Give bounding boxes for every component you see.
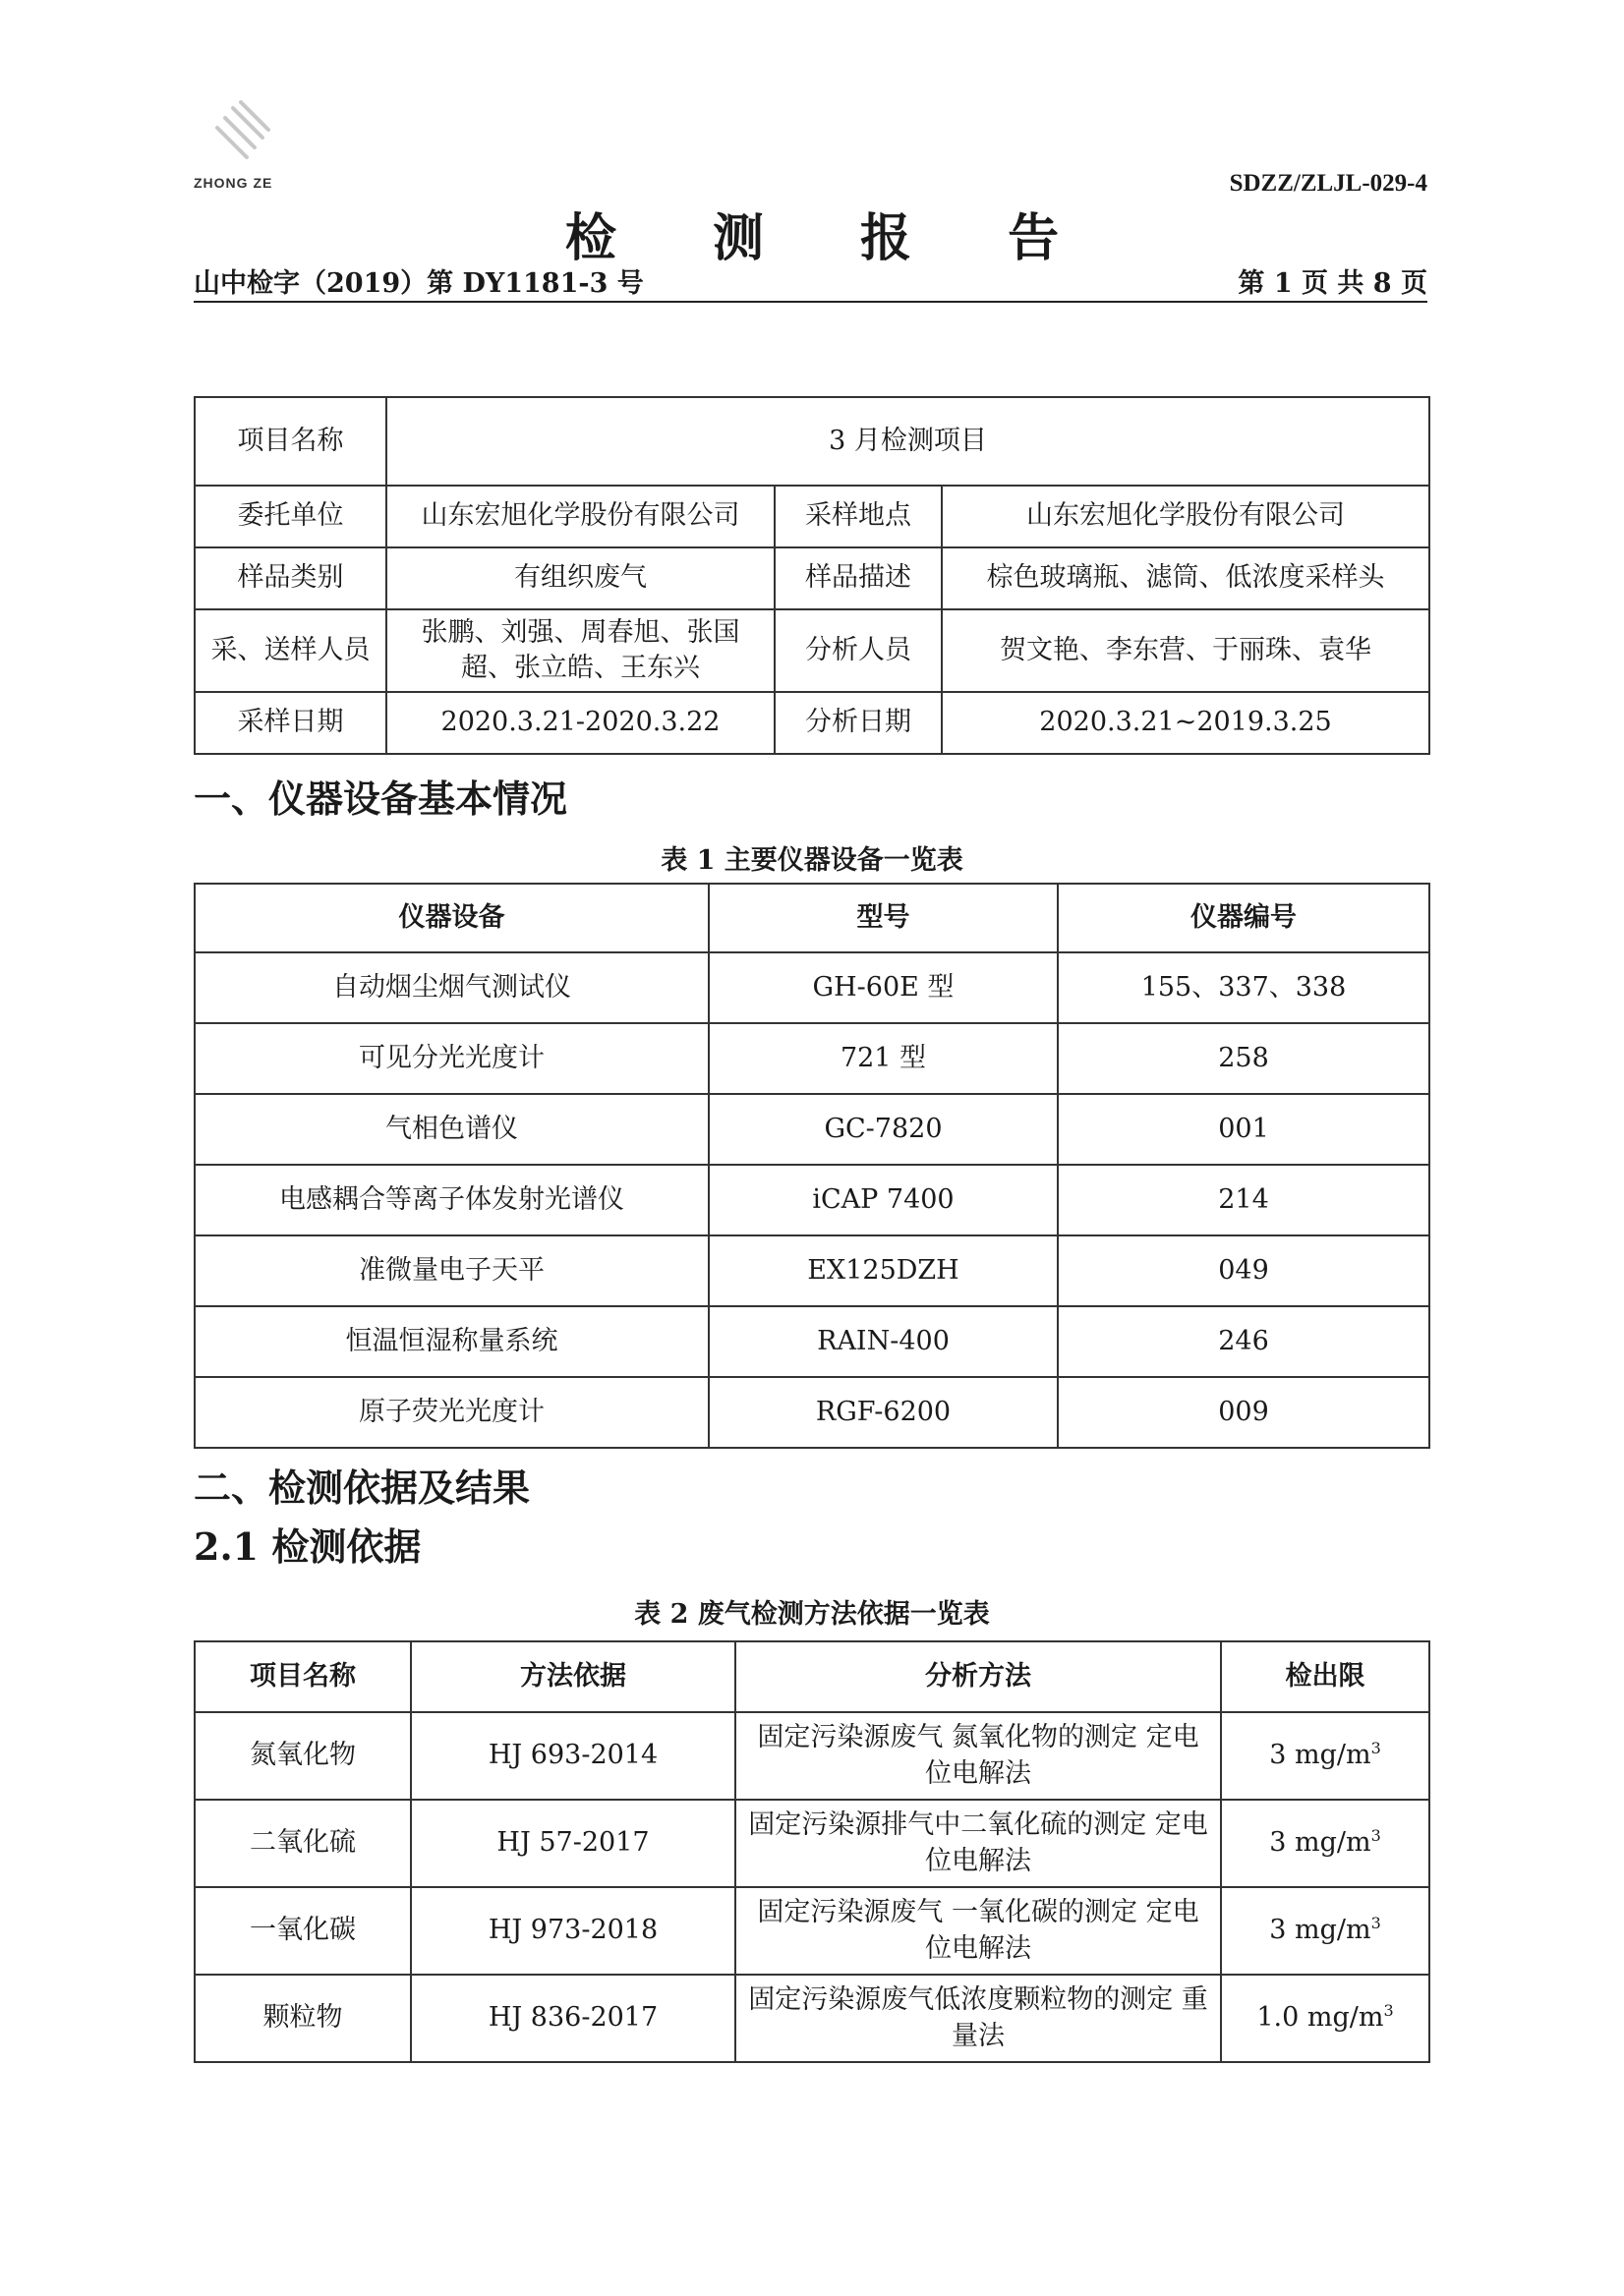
table-row: [195, 1306, 1429, 1377]
equipment-model: RGF-6200: [709, 1377, 1058, 1448]
client-value: 山东宏旭化学股份有限公司: [386, 486, 775, 547]
table-row: [195, 1887, 1429, 1975]
equipment-id: 214: [1058, 1165, 1429, 1235]
table-row: [195, 1235, 1429, 1306]
detection-limit-value: 3 mg/m: [1269, 1827, 1371, 1859]
sampling-date-label: 采样日期: [195, 692, 386, 754]
table-1-caption: 表 1 主要仪器设备一览表: [661, 845, 963, 876]
method-basis: HJ 973-2018: [411, 1887, 735, 1975]
equipment-id: 001: [1058, 1094, 1429, 1165]
equipment-id: 258: [1058, 1023, 1429, 1094]
table-row: [195, 1800, 1429, 1887]
analysis-date-label: 分析日期: [775, 692, 942, 754]
method-analysis: 固定污染源废气低浓度颗粒物的测定 重量法: [735, 1975, 1221, 2062]
table-row: [195, 952, 1429, 1023]
equipment-model: EX125DZH: [709, 1235, 1058, 1306]
equipment-table: [194, 883, 1430, 1449]
document-code: SDZZ/ZLJL-029-4: [1229, 170, 1427, 197]
equipment-model: iCAP 7400: [709, 1165, 1058, 1235]
table-row: [195, 1975, 1429, 2062]
detection-limit-exponent: 3: [1370, 1914, 1381, 1933]
method-header-item: 项目名称: [195, 1641, 411, 1712]
sampler-value: 张鹏、刘强、周春旭、张国超、张立皓、王东兴: [386, 609, 775, 692]
sample-description-label: 样品描述: [775, 547, 942, 609]
method-analysis: 固定污染源排气中二氧化硫的测定 定电位电解法: [735, 1800, 1221, 1887]
logo-stripes-icon: [203, 98, 292, 167]
equipment-model: RAIN-400: [709, 1306, 1058, 1377]
detection-limit: [1221, 1800, 1429, 1887]
section-2-1-heading: 2.1 检测依据: [194, 1524, 422, 1569]
detection-limit-exponent: 3: [1370, 1739, 1381, 1758]
sampling-site-label: 采样地点: [775, 486, 942, 547]
equipment-model: GH-60E 型: [709, 952, 1058, 1023]
detection-limit: [1221, 1712, 1429, 1800]
equipment-name: 气相色谱仪: [195, 1094, 709, 1165]
equipment-model: 721 型: [709, 1023, 1058, 1094]
method-header-basis: 方法依据: [411, 1641, 735, 1712]
header-divider: [194, 301, 1427, 303]
table-row: [195, 1377, 1429, 1448]
method-item: 二氧化硫: [195, 1800, 411, 1887]
table-row: [195, 1023, 1429, 1094]
client-label: 委托单位: [195, 486, 386, 547]
method-basis: HJ 836-2017: [411, 1975, 735, 2062]
equipment-model: GC-7820: [709, 1094, 1058, 1165]
equipment-name: 电感耦合等离子体发射光谱仪: [195, 1165, 709, 1235]
detection-limit-value: 3 mg/m: [1269, 1740, 1371, 1771]
section-2-heading: 二、检测依据及结果: [194, 1465, 531, 1510]
logo-text: ZHONG ZE: [194, 175, 273, 191]
sampling-site-value: 山东宏旭化学股份有限公司: [942, 486, 1429, 547]
equipment-name: 原子荧光光度计: [195, 1377, 709, 1448]
project-name-label: 项目名称: [195, 397, 386, 486]
analyst-label: 分析人员: [775, 609, 942, 692]
method-basis: HJ 693-2014: [411, 1712, 735, 1800]
report-number: 山中检字（2019）第 DY1181-3 号: [194, 268, 644, 299]
sampler-label: 采、送样人员: [195, 609, 386, 692]
detection-limit-exponent: 3: [1383, 2001, 1394, 2021]
equipment-id: 049: [1058, 1235, 1429, 1306]
project-name-value: 3 月检测项目: [386, 397, 1429, 486]
analysis-date-value: 2020.3.21~2019.3.25: [942, 692, 1429, 754]
equipment-name: 准微量电子天平: [195, 1235, 709, 1306]
equipment-id: 246: [1058, 1306, 1429, 1377]
detection-limit-value: 1.0 mg/m: [1256, 2002, 1384, 2034]
equipment-id: 009: [1058, 1377, 1429, 1448]
equipment-name: 自动烟尘烟气测试仪: [195, 952, 709, 1023]
table-row: [195, 1165, 1429, 1235]
detection-limit: [1221, 1975, 1429, 2062]
sample-description-value: 棕色玻璃瓶、滤筒、低浓度采样头: [942, 547, 1429, 609]
table-2-caption: 表 2 废气检测方法依据一览表: [634, 1599, 990, 1630]
sampling-date-value: 2020.3.21-2020.3.22: [386, 692, 775, 754]
method-header-limit: 检出限: [1221, 1641, 1429, 1712]
method-header-method: 分析方法: [735, 1641, 1221, 1712]
detection-limit-value: 3 mg/m: [1269, 1915, 1371, 1946]
sample-type-value: 有组织废气: [386, 547, 775, 609]
detection-limit-exponent: 3: [1370, 1826, 1381, 1846]
report-title: 检 测 报 告: [564, 208, 1099, 268]
table-row: [195, 1712, 1429, 1800]
method-item: 颗粒物: [195, 1975, 411, 2062]
method-analysis: 固定污染源废气 一氧化碳的测定 定电位电解法: [735, 1887, 1221, 1975]
company-logo: [194, 98, 302, 192]
section-1-heading: 一、仪器设备基本情况: [194, 776, 568, 821]
method-item: 一氧化碳: [195, 1887, 411, 1975]
equipment-id: 155、337、338: [1058, 952, 1429, 1023]
method-basis: HJ 57-2017: [411, 1800, 735, 1887]
method-table: [194, 1640, 1430, 2063]
analyst-value: 贺文艳、李东营、于丽珠、袁华: [942, 609, 1429, 692]
equipment-header-name: 仪器设备: [195, 884, 709, 952]
sample-type-label: 样品类别: [195, 547, 386, 609]
method-analysis: 固定污染源废气 氮氧化物的测定 定电位电解法: [735, 1712, 1221, 1800]
equipment-name: 可见分光光度计: [195, 1023, 709, 1094]
method-item: 氮氧化物: [195, 1712, 411, 1800]
project-info-table: [194, 396, 1430, 755]
detection-limit: [1221, 1887, 1429, 1975]
equipment-header-model: 型号: [709, 884, 1058, 952]
page-number: 第 1 页 共 8 页: [1238, 268, 1427, 299]
table-row: [195, 1094, 1429, 1165]
equipment-header-id: 仪器编号: [1058, 884, 1429, 952]
equipment-name: 恒温恒湿称量系统: [195, 1306, 709, 1377]
